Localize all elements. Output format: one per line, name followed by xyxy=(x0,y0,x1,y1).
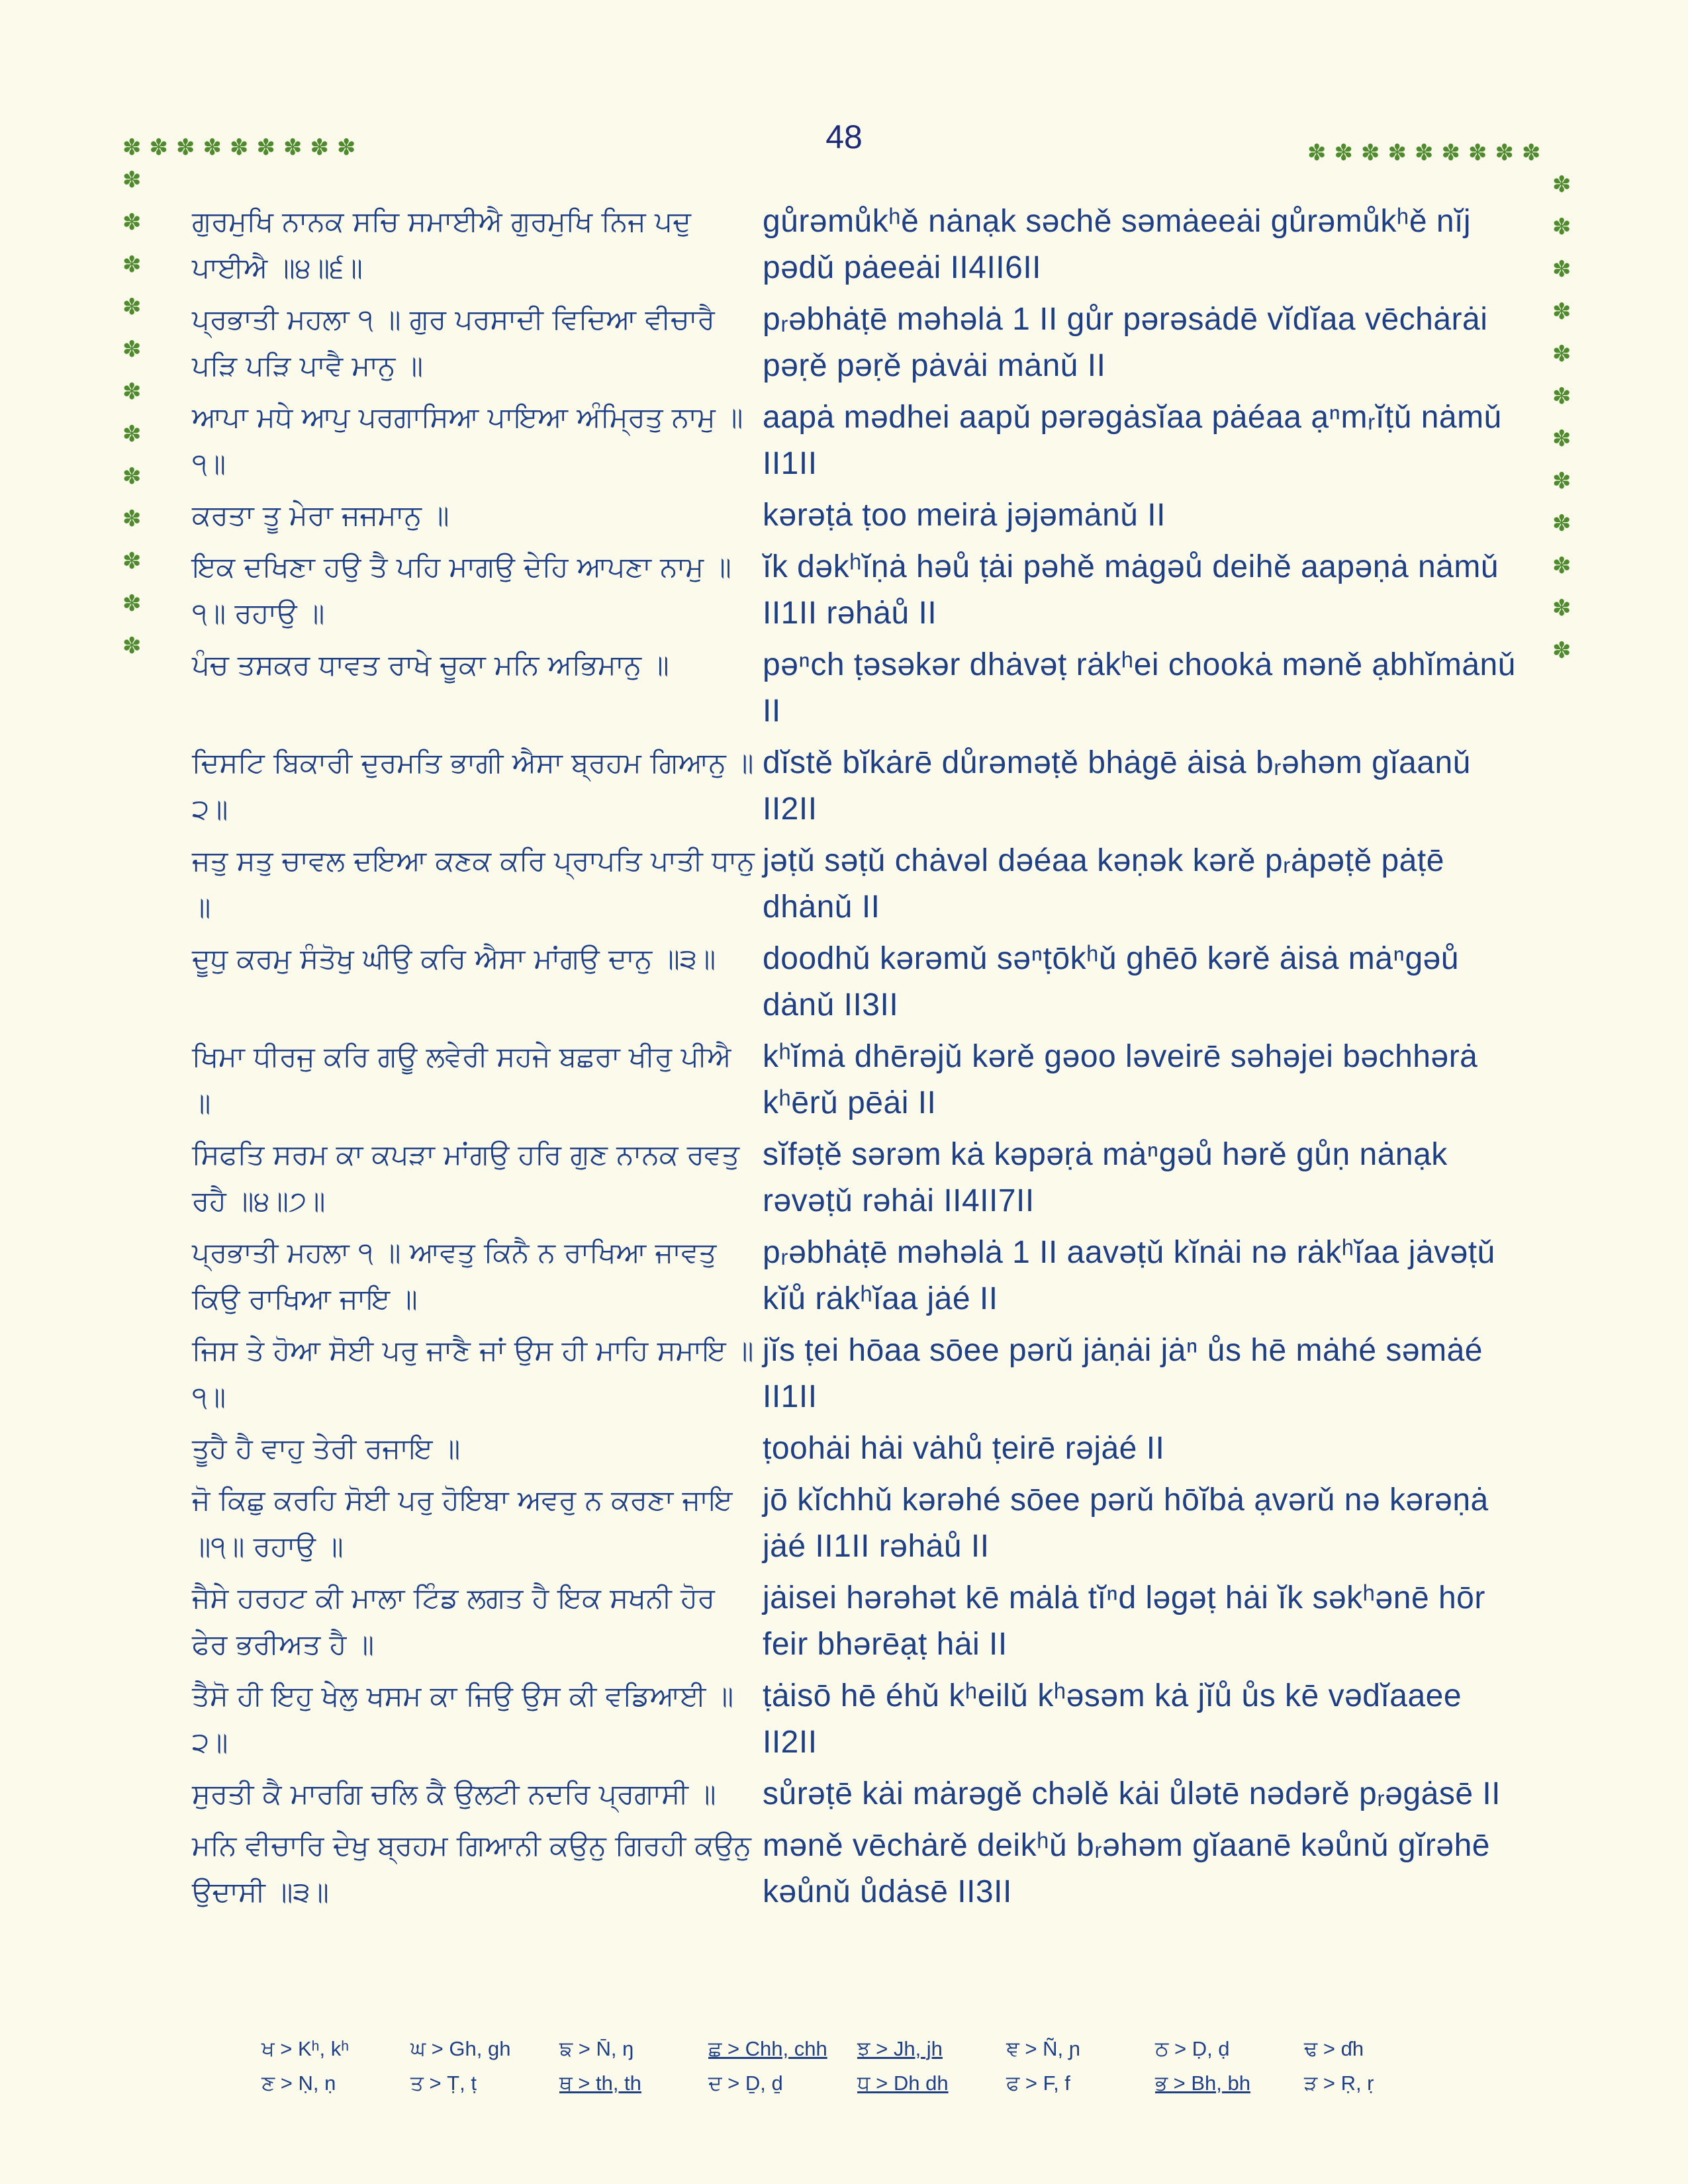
flower-ornament-icon: ✽ xyxy=(122,134,142,161)
legend-item: ਣ > Ṇ, ṇ xyxy=(261,2071,336,2095)
legend-item: ਝ > Jh, jh xyxy=(857,2036,943,2060)
flower-ornament-icon: ✽ xyxy=(1552,510,1571,537)
flower-ornament-icon: ✽ xyxy=(1334,140,1353,166)
verse-row xyxy=(192,1771,1523,1817)
flower-ornament-icon: ✽ xyxy=(122,463,142,490)
verse-row xyxy=(192,1673,1523,1766)
flower-ornament-icon: ✽ xyxy=(230,134,249,161)
flower-ornament-icon: ✽ xyxy=(1361,140,1380,166)
verse-row xyxy=(192,296,1523,389)
gurmukhi-text: ਸੁਰਤੀ ਕੈ ਮਾਰਗਿ ਚਲਿ ਕੈ ਉਲਟੀ ਨਦਰਿ ਪ੍ਰਗਾਸੀ ॥ xyxy=(192,1778,716,1810)
transliteration-text: kʰĭmȧ dhērəjǔ kərě gəoo ləveirē səhəjei bəchhərȧ kʰērǔ pēȧi II xyxy=(763,1039,1487,1120)
verse-row xyxy=(192,642,1523,735)
transliteration-text: jĭs ṭei hōaa sōee pərǔ jȧṇȧi jȧⁿ ůs hē mȧhé səmȧé II1II xyxy=(763,1333,1492,1414)
flower-ornament-icon: ✽ xyxy=(337,134,356,161)
flower-ornament-icon: ✽ xyxy=(1552,637,1571,664)
transliteration-text: jȧisei hərəhət kē mȧlȧ tĭⁿd ləgəṭ hȧi ĭk səkʰənē hōr feir bhərēạṭ hȧi II xyxy=(763,1580,1495,1662)
transliteration-text: jəṭǔ səṭǔ chȧvəl dəéaa kəṇək kərě pᵣȧpəṭě pȧṭē dhȧnǔ II xyxy=(763,843,1454,925)
verse-row xyxy=(192,1328,1523,1420)
transliteration-text: sůrəṭē kȧi mȧrəgě chəlě kȧi ůlətē nədərě pᵣəgȧsē II xyxy=(763,1776,1501,1811)
legend-row xyxy=(261,2066,1453,2101)
legend-item: ਠ > Ḍ, ḍ xyxy=(1155,2036,1230,2060)
transliteration-text: pᵣəbhȧṭē məhəlȧ 1 II aavəṭǔ kĭnȧi nə rȧkʰĭaa jȧvəṭǔ kĭů rȧkʰĭaa jȧé II xyxy=(763,1235,1505,1316)
transliteration-text: dĭstě bĭkȧrē důrəməṭě bhȧgē ȧisȧ bᵣəhəm gĭaanǔ II2II xyxy=(763,745,1480,827)
flower-ornament-icon: ✽ xyxy=(1552,383,1571,410)
gurmukhi-text: ਪ੍ਰਭਾਤੀ ਮਹਲਾ ੧ ॥ ਆਵਤੁ ਕਿਨੈ ਨ ਰਾਖਿਆ ਜਾਵਤੁ ਕਿਉ ਰਾਖਿਆ ਜਾਇ ॥ xyxy=(192,1236,726,1315)
transliteration-text: gůrəmůkʰě nȧnạk səchě səmȧeeȧi gůrəmůkʰě nĭj pədǔ pȧeeȧi II4II6II xyxy=(763,204,1480,285)
verse-row xyxy=(192,936,1523,1028)
flower-ornament-icon: ✽ xyxy=(149,134,168,161)
flower-ornament-icon: ✽ xyxy=(1387,140,1407,166)
verse-row xyxy=(192,1230,1523,1322)
transliteration-text: məně vēchȧrě deikʰǔ bᵣəhəm gĭaanē kəůnǔ gĭrəhē kəůnǔ ůdȧsē II3II xyxy=(763,1828,1499,1909)
gurmukhi-text: ਦੂਧੁ ਕਰਮੁ ਸੰਤੋਖੁ ਘੀਉ ਕਰਿ ਐਸਾ ਮਾਂਗਉ ਦਾਨੁ ॥੩॥ xyxy=(192,942,716,975)
gurmukhi-text: ਮਨਿ ਵੀਚਾਰਿ ਦੇਖੁ ਬ੍ਰਹਮ ਗਿਆਨੀ ਕਉਨੁ ਗਿਰਹੀ ਕਉਨੁ ਉਦਾਸੀ ॥੩॥ xyxy=(192,1829,761,1908)
legend-item: ਧ > Dh dh xyxy=(857,2071,949,2095)
flower-ornament-icon: ✽ xyxy=(122,209,142,236)
ornament-border-left xyxy=(122,169,142,657)
ornament-border-right xyxy=(1552,173,1571,662)
verse-row xyxy=(192,492,1523,539)
transliteration-text: pəⁿch ṭəsəkər dhȧvəṭ rȧkʰei chookȧ məně ạbhĭmȧnǔ II xyxy=(763,647,1525,729)
legend-item: ਙ > N̄, ŋ xyxy=(559,2036,634,2060)
flower-ornament-icon: ✽ xyxy=(1522,140,1541,166)
gurmukhi-text: ਪੰਚ ਤਸਕਰ ਧਾਵਤ ਰਾਖੇ ਚੂਕਾ ਮਨਿ ਅਭਿਮਾਨੁ ॥ xyxy=(192,649,669,681)
verse-row xyxy=(192,1426,1523,1472)
legend-item: ਖ > Kʰ, kʰ xyxy=(261,2036,350,2060)
flower-ornament-icon: ✽ xyxy=(1552,426,1571,452)
flower-ornament-icon: ✽ xyxy=(1441,140,1460,166)
gurmukhi-text: ਆਪਾ ਮਧੇ ਆਪੁ ਪਰਗਾਸਿਆ ਪਾਇਆ ਅੰਮ੍ਰਿਤੁ ਨਾਮੁ ॥੧॥ xyxy=(192,401,743,480)
gurmukhi-text: ਪ੍ਰਭਾਤੀ ਮਹਲਾ ੧ ॥ ਗੁਰ ਪਰਸਾਦੀ ਵਿਦਿਆ ਵੀਚਾਰੈ ਪੜਿ ਪੜਿ ਪਾਵੈ ਮਾਨੁ ॥ xyxy=(192,303,724,382)
verse-row xyxy=(192,199,1523,291)
flower-ornament-icon: ✽ xyxy=(122,167,142,193)
legend-item: ਦ > Ḏ, ḏ xyxy=(708,2071,783,2095)
transliteration-text: ṭoohȧi hȧi vȧhů ṭeirē rəjȧé II xyxy=(763,1431,1165,1466)
flower-ornament-icon: ✽ xyxy=(1552,256,1571,283)
flower-ornament-icon: ✽ xyxy=(1552,595,1571,621)
gurmukhi-text: ਜਤੁ ਸਤੁ ਚਾਵਲ ਦਇਆ ਕਣਕ ਕਰਿ ਪ੍ਰਾਪਤਿ ਪਾਤੀ ਧਾਨੁ ॥ xyxy=(192,844,764,923)
flower-ornament-icon: ✽ xyxy=(283,134,303,161)
verse-row xyxy=(192,1034,1523,1126)
flower-ornament-icon: ✽ xyxy=(1307,140,1327,166)
flower-ornament-icon: ✽ xyxy=(122,548,142,574)
legend-item: ਤ > Ṭ, ṭ xyxy=(410,2071,477,2095)
legend-item: ਘ > Gh, gh xyxy=(410,2036,511,2060)
flower-ornament-icon: ✽ xyxy=(1552,468,1571,494)
transliteration-text: doodhǔ kərəmǔ səⁿṭōkʰǔ ghēō kərě ȧisȧ mȧⁿgəů dȧnǔ II3II xyxy=(763,941,1468,1023)
flower-ornament-icon: ✽ xyxy=(256,134,275,161)
flower-ornament-icon: ✽ xyxy=(1495,140,1514,166)
legend-item: ੜ > Ṛ, ṛ xyxy=(1304,2071,1374,2095)
flower-ornament-icon: ✽ xyxy=(1415,140,1434,166)
gurmukhi-text: ਜੋ ਕਿਛੁ ਕਰਹਿ ਸੋਈ ਪਰੁ ਹੋਇਬਾ ਅਵਰੁ ਨ ਕਰਣਾ ਜਾਇ ॥੧॥ ਰਹਾਉ ॥ xyxy=(192,1484,741,1563)
flower-ornament-icon: ✽ xyxy=(1552,553,1571,579)
legend-item: ਢ > ɗh xyxy=(1304,2036,1364,2060)
legend-row xyxy=(261,2032,1453,2066)
verse-row xyxy=(192,1823,1523,1915)
legend-item: ਛ > Chh, chh xyxy=(708,2036,827,2060)
flower-ornament-icon: ✽ xyxy=(203,134,222,161)
verse-row xyxy=(192,1132,1523,1224)
verse-row xyxy=(192,838,1523,931)
verse-row xyxy=(192,544,1523,637)
flower-ornament-icon: ✽ xyxy=(122,421,142,447)
flower-ornament-icon: ✽ xyxy=(122,294,142,320)
legend-item: ਭ > Bh, bh xyxy=(1155,2071,1250,2095)
gurmukhi-text: ਤੂਹੈ ਹੈ ਵਾਹੁ ਤੇਰੀ ਰਜਾਇ ॥ xyxy=(192,1432,461,1465)
verse-row xyxy=(192,394,1523,487)
flower-ornament-icon: ✽ xyxy=(122,379,142,405)
gurmukhi-text: ਜਿਸ ਤੇ ਹੋਆ ਸੋਈ ਪਰੁ ਜਾਣੈ ਜਾਂ ਉਸ ਹੀ ਮਾਹਿ ਸਮਾਇ ॥੧॥ xyxy=(192,1334,754,1413)
flower-ornament-icon: ✽ xyxy=(1552,214,1571,240)
ornament-border-top-right xyxy=(1307,142,1541,164)
flower-ornament-icon: ✽ xyxy=(122,336,142,363)
transliteration-text: ĭk dəkʰĭṇȧ həů ṭȧi pəhě mȧgəů deihě aapəṇȧ nȧmǔ II1II rəhȧů II xyxy=(763,549,1508,631)
flower-ornament-icon: ✽ xyxy=(122,590,142,617)
flower-ornament-icon: ✽ xyxy=(1552,298,1571,325)
gurmukhi-text: ਦਿਸਟਿ ਬਿਕਾਰੀ ਦੁਰਮਤਿ ਭਾਗੀ ਐਸਾ ਬ੍ਰਹਮ ਗਿਆਨੁ ॥੨॥ xyxy=(192,747,754,825)
page-number: 48 xyxy=(825,118,863,156)
transliteration-text: sĭfəṭě sərəm kȧ kəpəṛȧ mȧⁿgəů hərě gůṇ nȧnạk rəvəṭǔ rəhȧi II4II7II xyxy=(763,1137,1457,1218)
transliteration-text: aapȧ mədhei aapǔ pərəgȧsĭaa pȧéaa ạⁿmᵣĭṭǔ nȧmǔ II1II xyxy=(763,400,1511,481)
ornament-border-top-left xyxy=(122,136,356,159)
legend-item: ਫ > F, f xyxy=(1006,2071,1070,2095)
gurmukhi-text: ਖਿਮਾ ਧੀਰਜੁ ਕਰਿ ਗਊ ਲਵੇਰੀ ਸਹਜੇ ਬਛਰਾ ਖੀਰੁ ਪੀਐ ॥ xyxy=(192,1040,740,1119)
transliteration-text: ṭȧisō hē éhǔ kʰeilǔ kʰəsəm kȧ jĭů ůs kē vədĭaaee II2II xyxy=(763,1678,1471,1760)
flower-ornament-icon: ✽ xyxy=(1468,140,1487,166)
gurmukhi-text: ਜੈਸੇ ਹਰਹਟ ਕੀ ਮਾਲਾ ਟਿੰਡ ਲਗਤ ਹੈ ਇਕ ਸਖਨੀ ਹੋਰ ਫੇਰ ਭਰੀਅਤ ਹੈ ॥ xyxy=(192,1582,724,1661)
gurmukhi-text: ਕਰਤਾ ਤੂ ਮੇਰਾ ਜਜਮਾਨੁ ॥ xyxy=(192,499,449,531)
flower-ornament-icon: ✽ xyxy=(176,134,195,161)
transliteration-text: pᵣəbhȧṭē məhəlȧ 1 II gůr pərəsȧdē vĭdĭaa vēchȧrȧi pəṛě pəṛě pȧvȧi mȧnǔ II xyxy=(763,302,1497,383)
gurmukhi-text: ਤੈਸੋ ਹੀ ਇਹੁ ਖੇਲੁ ਖਸਮ ਕਾ ਜਿਉ ਉਸ ਕੀ ਵਡਿਆਈ ॥੨॥ xyxy=(192,1680,734,1758)
gurmukhi-text: ਗੁਰਮੁਖਿ ਨਾਨਕ ਸਚਿ ਸਮਾਈਐ ਗੁਰਮੁਖਿ ਨਿਜ ਪਦੁ ਪਾਈਐ ॥੪॥੬॥ xyxy=(192,205,700,284)
verse-row xyxy=(192,740,1523,833)
gurmukhi-text: ਇਕ ਦਖਿਣਾ ਹਉ ਤੈ ਪਹਿ ਮਾਗਉ ਦੇਹਿ ਆਪਣਾ ਨਾਮੁ ॥੧॥ ਰਹਾਉ ॥ xyxy=(192,551,731,629)
flower-ornament-icon: ✽ xyxy=(122,506,142,532)
flower-ornament-icon: ✽ xyxy=(1552,341,1571,367)
transliteration-legend xyxy=(261,2032,1453,2101)
gurmukhi-text: ਸਿਫਤਿ ਸਰਮ ਕਾ ਕਪੜਾ ਮਾਂਗਉ ਹਰਿ ਗੁਣ ਨਾਨਕ ਰਵਤੁ ਰਹੈ ॥੪॥੭॥ xyxy=(192,1138,749,1217)
flower-ornament-icon: ✽ xyxy=(122,251,142,278)
flower-ornament-icon: ✽ xyxy=(1552,171,1571,198)
transliteration-text: kərəṭȧ ṭoo meirȧ jəjəmȧnǔ II xyxy=(763,498,1166,533)
verse-row xyxy=(192,1575,1523,1668)
verse-list xyxy=(192,199,1523,1921)
flower-ornament-icon: ✽ xyxy=(310,134,329,161)
legend-item: ਞ > Ñ, ɲ xyxy=(1006,2036,1080,2060)
transliteration-text: jō kĭchhǔ kərəhé sōee pərǔ hōĭbȧ ạvərǔ nə kərəṇȧ jȧé II1II rəhȧů II xyxy=(763,1482,1498,1564)
legend-item: ਥ > th, th xyxy=(559,2071,641,2095)
verse-row xyxy=(192,1477,1523,1570)
flower-ornament-icon: ✽ xyxy=(122,633,142,659)
